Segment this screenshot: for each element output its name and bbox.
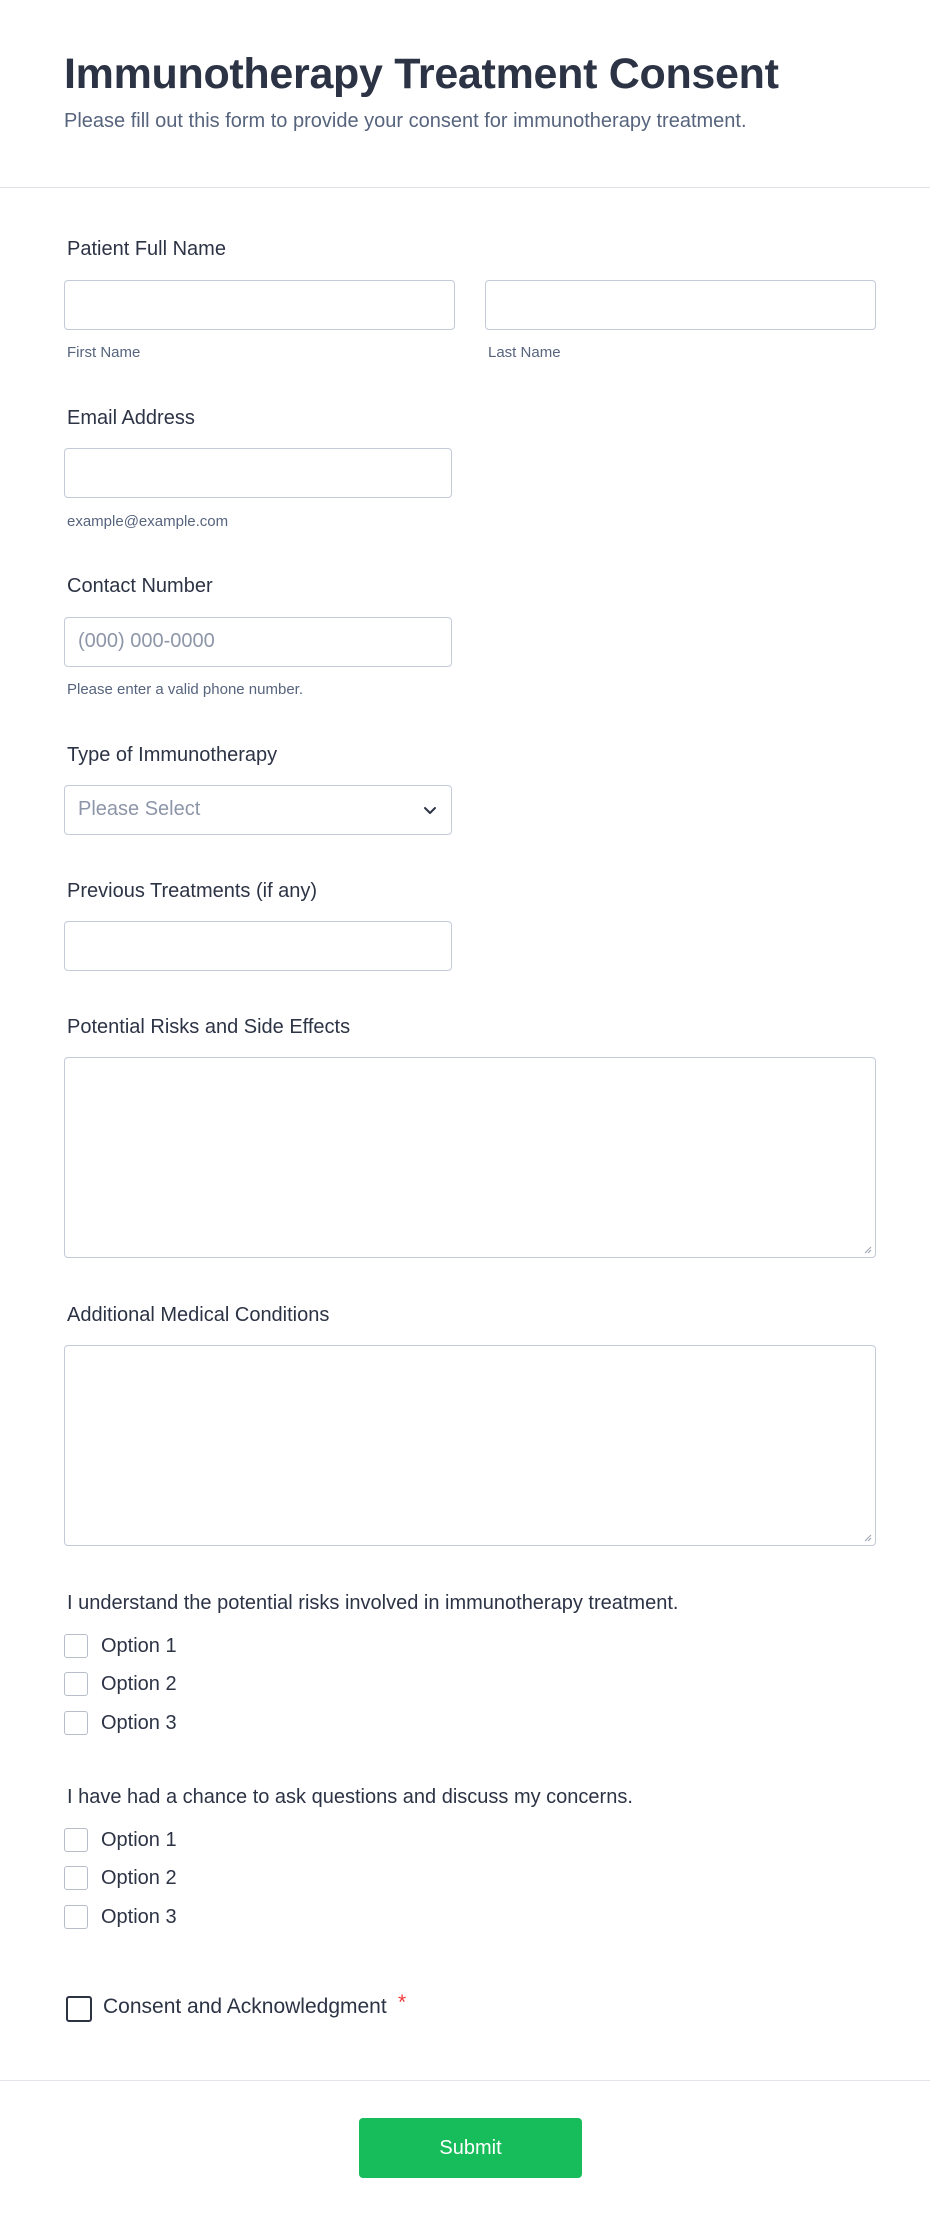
form-header bbox=[0, 0, 930, 188]
phone-placeholder: (000) 000-0000 bbox=[78, 630, 215, 652]
risks-textarea[interactable] bbox=[64, 1057, 876, 1258]
checkbox[interactable] bbox=[64, 1905, 88, 1929]
checkbox[interactable] bbox=[64, 1711, 88, 1735]
chevron-down-icon bbox=[421, 801, 439, 819]
checkbox-label: Option 2 bbox=[101, 1673, 177, 1695]
page-title: Immunotherapy Treatment Consent bbox=[64, 50, 779, 98]
required-asterisk: * bbox=[398, 1991, 407, 2014]
last-name-input[interactable] bbox=[485, 280, 876, 330]
checkbox-label: Option 3 bbox=[101, 1906, 177, 1928]
risks-understanding-question: I understand the potential risks involved in immunotherapy treatment. bbox=[67, 1592, 679, 1614]
last-name-sublabel: Last Name bbox=[488, 344, 561, 361]
questions-discussed-question: I have had a chance to ask questions and discuss my concerns. bbox=[67, 1786, 633, 1808]
email-sublabel: example@example.com bbox=[67, 513, 229, 530]
conditions-label: Additional Medical Conditions bbox=[67, 1304, 330, 1326]
immunotherapy-type-select[interactable] bbox=[64, 785, 452, 835]
checkbox-label: Option 1 bbox=[101, 1829, 177, 1851]
full-name-label: Patient Full Name bbox=[67, 238, 226, 260]
resize-grip-icon[interactable] bbox=[863, 1533, 872, 1542]
previous-treatments-label: Previous Treatments (if any) bbox=[67, 880, 318, 902]
checkbox[interactable] bbox=[64, 1672, 88, 1696]
checkbox[interactable] bbox=[64, 1866, 88, 1890]
first-name-input[interactable] bbox=[64, 280, 455, 330]
checkbox[interactable] bbox=[64, 1828, 88, 1852]
page-subtitle: Please fill out this form to provide your consent for immunotherapy treatment. bbox=[64, 110, 747, 132]
phone-label: Contact Number bbox=[67, 575, 213, 597]
immunotherapy-type-label: Type of Immunotherapy bbox=[67, 744, 278, 766]
checkbox-label: Option 1 bbox=[101, 1635, 177, 1657]
submit-button[interactable]: Submit bbox=[359, 2118, 582, 2178]
checkbox-label: Option 3 bbox=[101, 1712, 177, 1734]
conditions-textarea[interactable] bbox=[64, 1345, 876, 1546]
consent-checkbox[interactable] bbox=[66, 1996, 92, 2022]
checkbox-label: Option 2 bbox=[101, 1867, 177, 1889]
checkbox[interactable] bbox=[64, 1634, 88, 1658]
select-value: Please Select bbox=[78, 798, 201, 820]
consent-label: Consent and Acknowledgment bbox=[103, 1995, 387, 2018]
risks-label: Potential Risks and Side Effects bbox=[67, 1016, 351, 1038]
resize-grip-icon[interactable] bbox=[863, 1245, 872, 1254]
previous-treatments-input[interactable] bbox=[64, 921, 452, 971]
first-name-sublabel: First Name bbox=[67, 344, 141, 361]
email-input[interactable] bbox=[64, 448, 452, 498]
email-label: Email Address bbox=[67, 407, 195, 429]
footer-divider bbox=[0, 2080, 930, 2081]
phone-sublabel: Please enter a valid phone number. bbox=[67, 681, 303, 698]
phone-input[interactable] bbox=[64, 617, 452, 667]
